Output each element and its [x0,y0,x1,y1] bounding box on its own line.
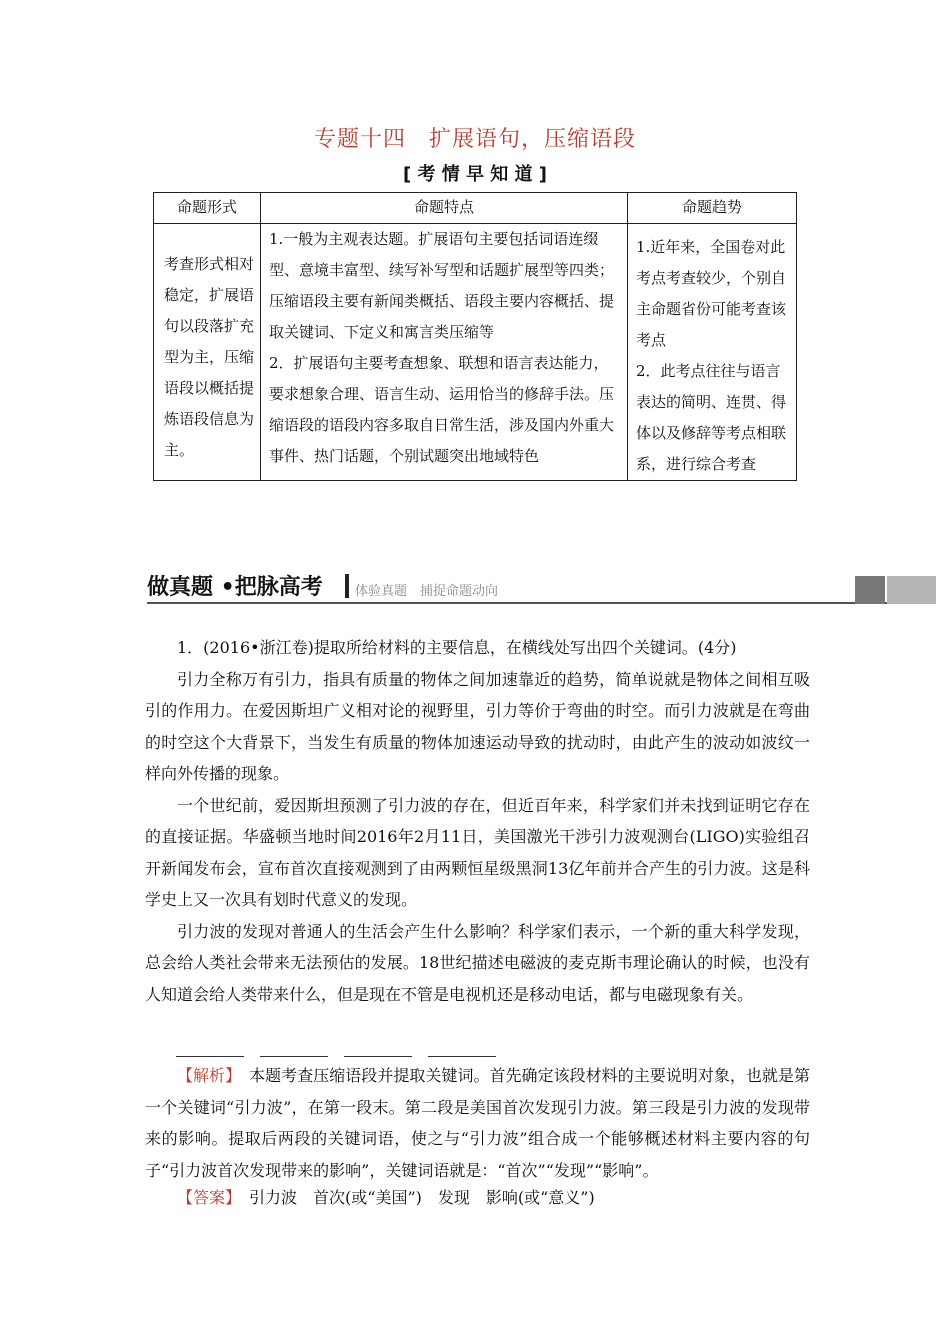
table-header: 命题特点 [261,193,628,224]
banner-rule [147,602,936,604]
form-cell: 考查形式相对稳定，扩展语句以段落扩充型为主，压缩语段以概括提炼语段信息为主。 [154,224,261,481]
feature-item: 2．扩展语句主要考查想象、联想和语言表达能力，要求想象合理、语言生动、运用恰当的修辞手法。压缩语段的语段内容多取自日常生活，涉及国内外重大事件、热门话题，个别试题突出地域特色 [269,354,615,465]
section-subtitle: [ 考 情 早 知 道 ] [402,164,548,185]
material-paragraph: 引力全称万有引力，指具有质量的物体之间加速靠近的趋势，简单说就是物体之间相互吸引的作用力。在爱因斯坦广义相对论的视野里，引力等价于弯曲的时空。而引力波就是在弯曲的时空这个大背景下，当发生有质量的物体加速运动导致的扰动时，由此产生的波动如波纹一样向外传播的现象。 [145,669,810,783]
analysis-text: 本题考查压缩语段并提取关键词。首先确定该段材料的主要说明对象，也就是第一个关键词“引力波”，在第一段末。第二段是美国首次发现引力波。第三段是引力波的发现带来的影响。提取后两段的关键词语，使之与“引力波”组合成一个能够概述材料主要内容的句子“引力波首次发现带来的影响”，关键词语就是：“首次”“发现”“影响”。 [145,1066,810,1180]
material-paragraph: 引力波的发现对普通人的生活会产生什么影响？科学家们表示，一个新的重大科学发现，总会给人类社会带来无法预估的发展。18世纪描述电磁波的麦克斯韦理论确认的时候，也没有人知道会给人类带来什么，但是现在不管是电视机还是移动电话，都与电磁现象有关。 [145,921,810,1004]
material-paragraph: 一个世纪前，爱因斯坦预测了引力波的存在，但近百年来，科学家们并未找到证明它存在的直接证据。华盛顿当地时间2016年2月11日，美国激光干涉引力波观测台(LIGO)实验组召开新闻发布会，宣布首次直接观测到了由两颗恒星级黑洞13亿年前并合产生的引力波。这是科学史上又一次具有划时代意义的发现。 [145,795,810,909]
trends-cell [628,224,797,481]
answer-blank[interactable] [176,1056,244,1057]
answer-text: 引力波 首次(或“美国”) 发现 影响(或“意义”) [233,1188,595,1207]
table-row [154,224,797,481]
answer-blank[interactable] [428,1056,496,1057]
table-header-row [154,193,797,224]
page-title: 专题十四 扩展语句，压缩语段 [313,127,636,152]
banner-title: 做真题 •把脉高考 [147,575,323,600]
analysis-label: 【解析】 [177,1066,234,1085]
table-header: 命题趋势 [628,193,797,224]
banner-block-dark [855,576,885,604]
answer-label: 【答案】 [177,1188,234,1207]
banner-subtitle: 体验真题 捕捉命题动向 [355,584,499,599]
trend-item: 1.近年来，全国卷对此考点考查较少，个别自主命题省份可能考查该考点 [636,238,787,349]
section-banner [147,566,936,606]
exam-info-table [153,192,797,481]
trend-item: 2．此考点往往与语言表达的简明、连贯、得体以及修辞等考点相联系，进行综合考查 [636,362,787,473]
answer-block [145,1182,810,1214]
question-block [145,632,810,1010]
analysis-block [145,1060,810,1186]
answer-blanks [176,1042,512,1054]
answer-blank[interactable] [260,1056,328,1057]
banner-block-light [887,576,936,604]
answer-blank[interactable] [344,1056,412,1057]
features-cell [261,224,628,481]
banner-divider [345,574,349,598]
question-stem: 1．(2016•浙江卷)提取所给材料的主要信息，在横线处写出四个关键词。(4分) [177,638,737,657]
feature-item: 1.一般为主观表达题。扩展语句主要包括词语连缀型、意境丰富型、续写补写型和话题扩展型等四类；压缩语段主要有新闻类概括、语段主要内容概括、提取关键词、下定义和寓言类压缩等 [269,230,615,341]
table-header: 命题形式 [154,193,261,224]
